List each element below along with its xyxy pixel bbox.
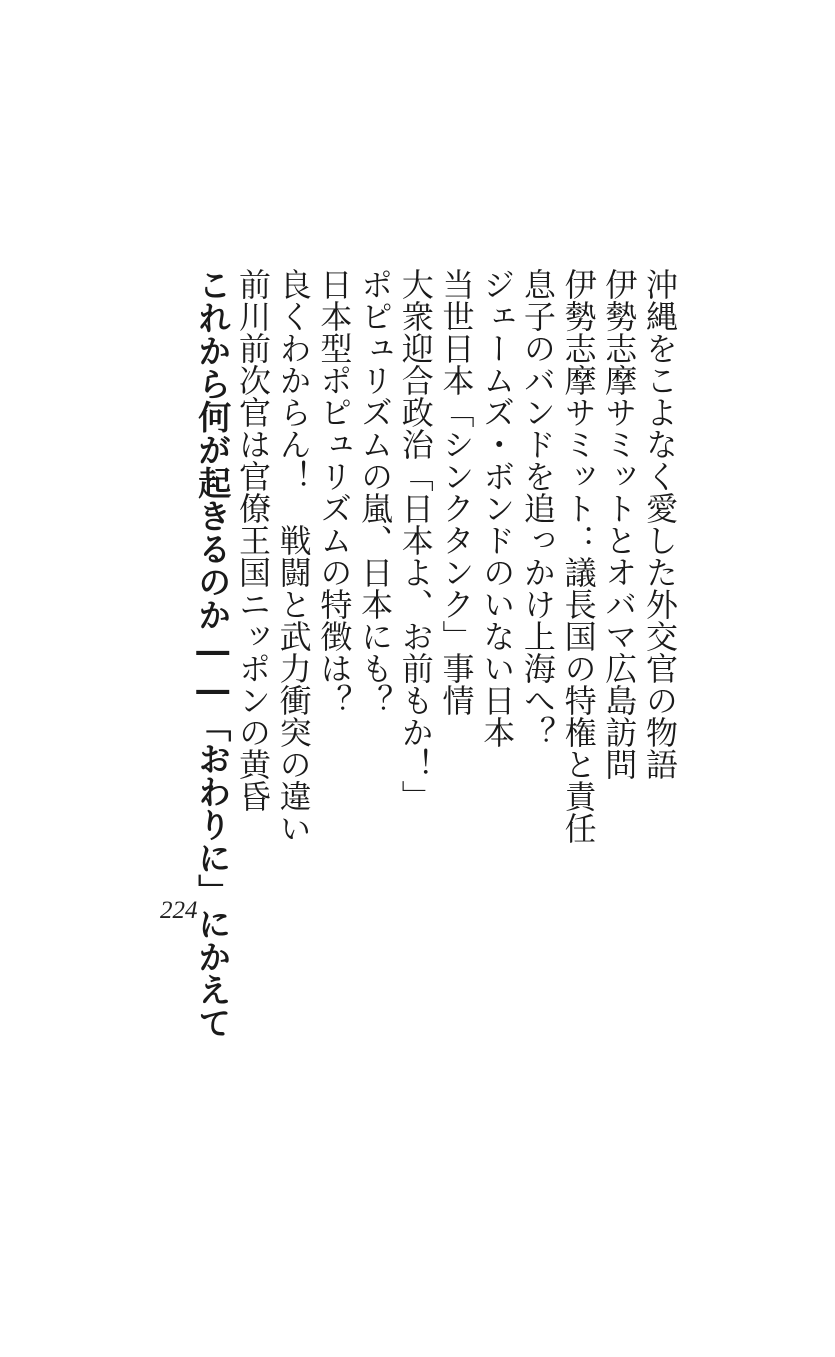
toc-entry: 良くわからん！ 戦闘と武力衝突の違い (274, 268, 313, 844)
toc-entry: 伊勢志摩サミットとオバマ広島訪問 (600, 268, 639, 780)
toc-entry: 大衆迎合政治「日本よ、お前もか！」 (396, 268, 435, 812)
toc-entry: 伊勢志摩サミット：議長国の特権と責任 (559, 268, 598, 844)
page-number: 224 (160, 897, 198, 924)
toc-entry: 日本型ポピュリズムの特徴は？ (315, 268, 354, 716)
toc-entry: 息子のバンドを追っかけ上海へ？ (518, 268, 557, 748)
toc-entry: 当世日本「シンクタンク」事情 (437, 268, 476, 716)
toc-entry: ジェームズ・ボンドのいない日本 (478, 268, 517, 748)
toc-entry: 前川前次官は官僚王国ニッポンの黄昏 (233, 268, 272, 812)
toc-entry: ポピュリズムの嵐、日本にも？ (356, 268, 395, 716)
toc-entry: 沖縄をこよなく愛した外交官の物語 (641, 268, 679, 780)
chapter-title: これから何が起きるのか――「おわりに」にかえて (193, 268, 233, 1039)
